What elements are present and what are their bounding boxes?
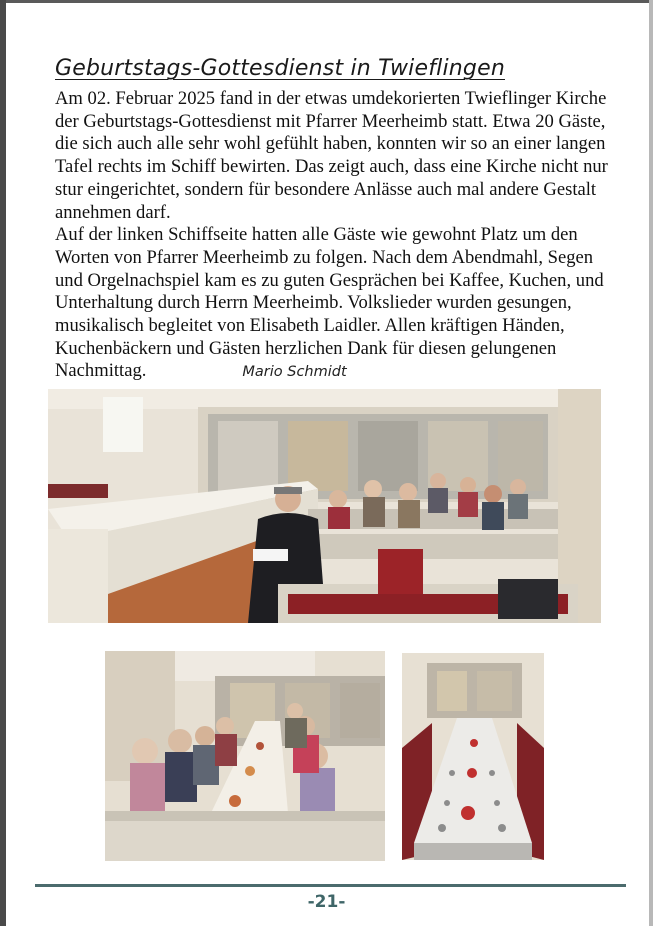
paragraph-2 (55, 224, 625, 384)
photo-church-service (48, 389, 601, 623)
article-title: Geburtstags-Gottesdienst in Twieflingen (55, 56, 505, 81)
page-right-edge (649, 0, 653, 926)
article-body (55, 88, 625, 384)
paragraph-2-text: Auf der linken Schiffseite hatten alle Gäste wie gewohnt Platz um den Worten von Pfarrer Meerheimb zu folgen. Nach dem Abendmahl, Segen und Orgelnachspiel kam es zu guten Gesprächen bei Kaffee, Kuchen, und Unterhaltung durch Herrn Meerheimb. Volkslieder wurden gesungen, musikalisch begleitet von Elisabeth Laidler. Allen kräftigen Händen, Kuchenbäckern und Gästen herzlichen Dank für diesen gelungenen Nachmittag. (55, 224, 604, 382)
page-left-edge (0, 0, 6, 926)
page-number: -21- (307, 892, 346, 912)
photo-decorated-table (402, 653, 544, 860)
author-signature: Mario Schmidt (242, 364, 347, 381)
page-top-edge (0, 0, 653, 3)
paragraph-1: Am 02. Februar 2025 fand in der etwas umdekorierten Twieflinger Kirche der Geburtstags-Gottesdienst mit Pfarrer Meerheimb statt. Etwa 20 Gäste, die sich auch alle sehr wohl gefühlt haben, konnten wir so an einer langen Tafel rechts im Schiff bewirten. Das zeigt auch, dass eine Kirche nicht nur stur eingerichtet, sondern für besondere Anlässe auch mal andere Gestalt annehmen darf. (55, 88, 608, 223)
footer-rule (35, 884, 626, 887)
photo-guests-at-table (105, 651, 385, 861)
